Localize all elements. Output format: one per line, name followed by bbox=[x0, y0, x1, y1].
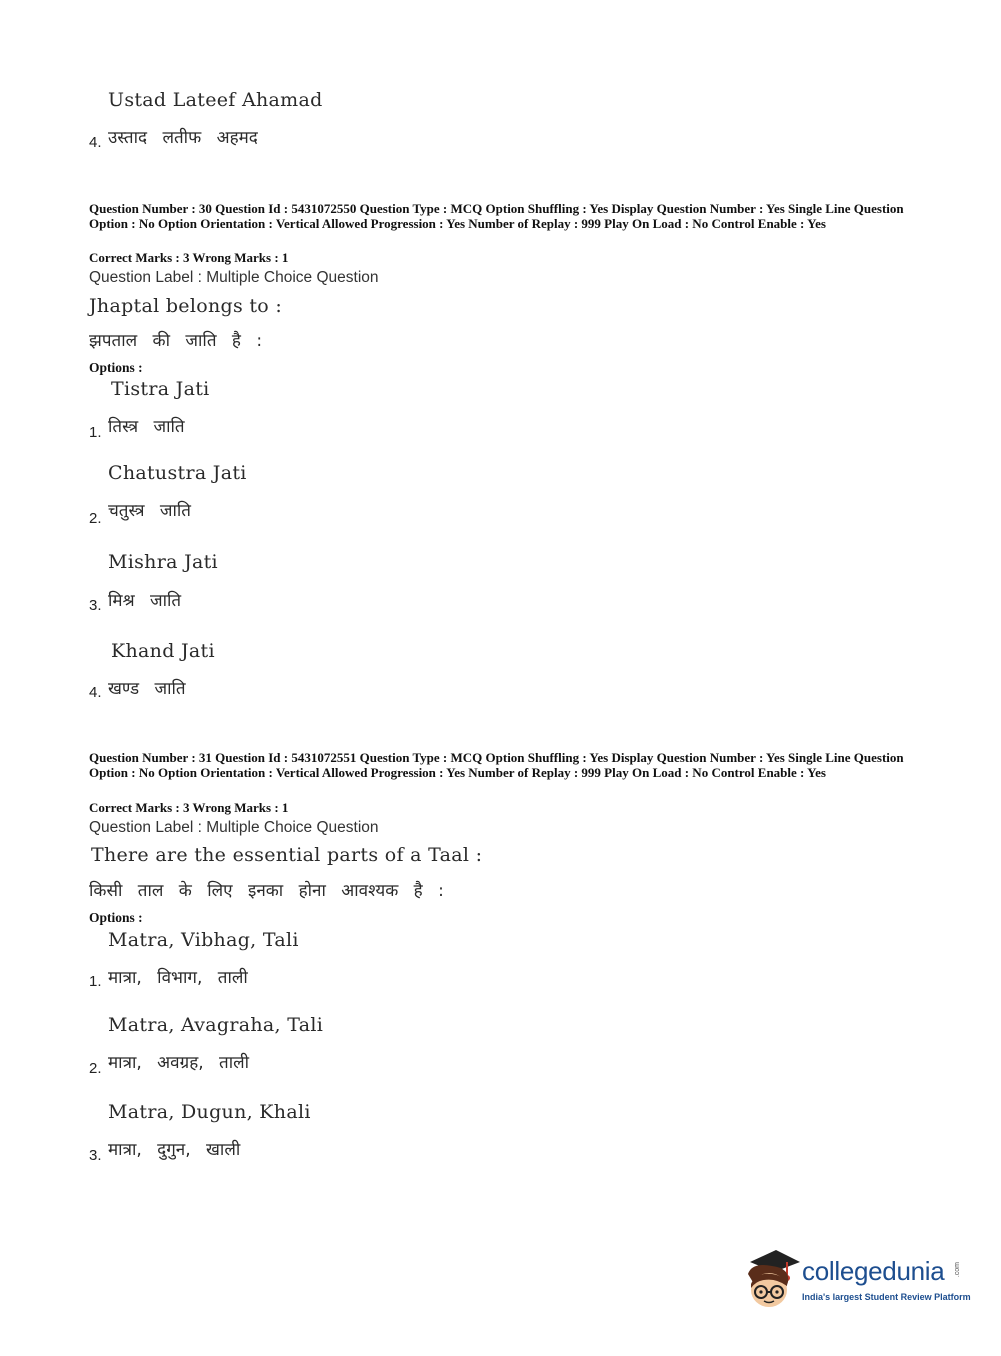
q30-option-3-number: 3. bbox=[89, 597, 102, 614]
q30-meta: Question Number : 30 Question Id : 5431072550 Question Type : MCQ Option Shuffling : Yes Display Question Number : Yes Single Line Question Option : No Option Orientation : Vertical Allowed Progression : Yes Number of Replay : 999 Play On Load : No Control Enable : Yes bbox=[89, 201, 904, 231]
prev-option-4-number: 4. bbox=[89, 134, 102, 151]
q31-question-label: Question Label : Multiple Choice Question bbox=[89, 819, 379, 836]
q31-options-label: Options : bbox=[89, 910, 143, 925]
q31-option-2-en: Matra, Avagraha, Tali bbox=[108, 1014, 324, 1036]
q30-option-1-number: 1. bbox=[89, 424, 102, 441]
logo-tagline: India's largest Student Review Platform bbox=[802, 1292, 971, 1302]
prev-option-4-en: Ustad Lateef Ahamad bbox=[108, 89, 323, 111]
q31-option-1-en: Matra, Vibhag, Tali bbox=[108, 929, 299, 951]
q30-option-2-hi: चतुस्त्र जाति bbox=[108, 501, 191, 521]
logo-brand-text: collegedunia bbox=[802, 1256, 945, 1286]
q30-option-4-en: Khand Jati bbox=[111, 640, 215, 662]
q30-option-1-en: Tistra Jati bbox=[111, 378, 210, 400]
collegedunia-logo[interactable] bbox=[742, 1248, 972, 1318]
q31-question-text-en: There are the essential parts of a Taal : bbox=[91, 844, 483, 866]
q31-meta: Question Number : 31 Question Id : 5431072551 Question Type : MCQ Option Shuffling : Yes Display Question Number : Yes Single Line Question Option : No Option Orientation : Vertical Allowed Progression : Yes Number of Replay : 999 Play On Load : No Control Enable : Yes bbox=[89, 750, 904, 780]
q31-option-2-hi: मात्रा, अवग्रह, ताली bbox=[108, 1053, 250, 1073]
q30-option-4-number: 4. bbox=[89, 684, 102, 701]
logo-dotcom-text: .com bbox=[954, 1262, 961, 1278]
q31-question-text-hi: किसी ताल के लिए इनका होना आवश्यक है : bbox=[89, 881, 444, 901]
mascot-icon bbox=[742, 1248, 800, 1310]
prev-option-4-hi: उस्ताद लतीफ अहमद bbox=[108, 128, 258, 148]
q30-question-text-hi: झपताल की जाति है : bbox=[89, 331, 263, 351]
q30-options-label: Options : bbox=[89, 360, 143, 375]
q31-marks: Correct Marks : 3 Wrong Marks : 1 bbox=[89, 800, 289, 815]
q30-marks: Correct Marks : 3 Wrong Marks : 1 bbox=[89, 250, 289, 265]
q30-option-3-hi: मिश्र जाति bbox=[108, 591, 182, 611]
q31-option-3-en: Matra, Dugun, Khali bbox=[108, 1101, 311, 1123]
q31-option-3-hi: मात्रा, दुगुन, खाली bbox=[108, 1140, 241, 1160]
q30-option-1-hi: तिस्त्र जाति bbox=[108, 417, 185, 437]
q31-option-1-number: 1. bbox=[89, 973, 102, 990]
q30-option-2-number: 2. bbox=[89, 510, 102, 527]
q31-option-2-number: 2. bbox=[89, 1060, 102, 1077]
q30-question-text-en: Jhaptal belongs to : bbox=[89, 295, 283, 317]
q31-option-3-number: 3. bbox=[89, 1147, 102, 1164]
q30-option-3-en: Mishra Jati bbox=[108, 551, 218, 573]
q30-question-label: Question Label : Multiple Choice Question bbox=[89, 269, 379, 286]
q31-option-1-hi: मात्रा, विभाग, ताली bbox=[108, 968, 248, 988]
q30-option-4-hi: खण्ड जाति bbox=[108, 679, 186, 699]
q30-option-2-en: Chatustra Jati bbox=[108, 462, 247, 484]
